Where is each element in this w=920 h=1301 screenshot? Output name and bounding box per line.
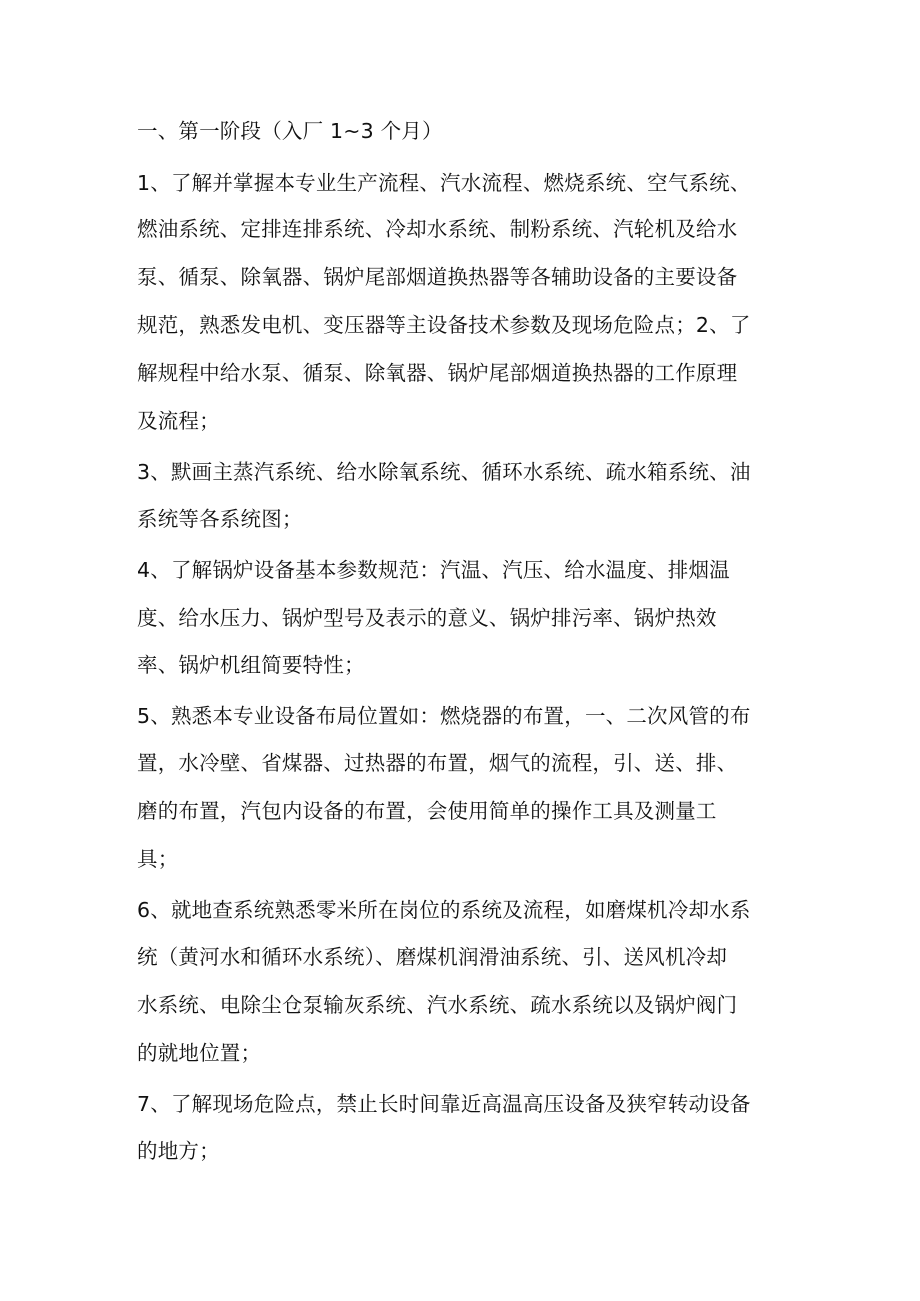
text-line: 的就地位置； (137, 1041, 262, 1065)
text-line: 1、了解并掌握本专业生产流程、汽水流程、燃烧系统、空气系统、 (137, 171, 751, 195)
text-line: 磨的布置，汽包内设备的布置，会使用简单的操作工具及测量工 (137, 799, 717, 823)
section-heading: 一、第一阶段（入厂 1~3 个月） (137, 119, 443, 143)
text-line: 具； (137, 847, 179, 871)
text-line: 解规程中给水泵、循泵、除氧器、锅炉尾部烟道换热器的工作原理 (137, 361, 738, 385)
text-line: 系统等各系统图； (137, 507, 303, 531)
text-line: 7、了解现场危险点，禁止长时间靠近高温高压设备及狭窄转动设备 (137, 1092, 751, 1116)
text-line: 度、给水压力、锅炉型号及表示的意义、锅炉排污率、锅炉热效 (137, 606, 717, 630)
text-line: 规范，熟悉发电机、变压器等主设备技术参数及现场危险点；2、了 (137, 313, 751, 337)
text-line: 5、熟悉本专业设备布局位置如：燃烧器的布置，一、二次风管的布 (137, 704, 751, 728)
text-line: 3、默画主蒸汽系统、给水除氧系统、循环水系统、疏水箱系统、油 (137, 460, 751, 484)
text-line: 燃油系统、定排连排系统、冷却水系统、制粉系统、汽轮机及给水 (137, 217, 738, 241)
text-line: 置，水冷壁、省煤器、过热器的布置，烟气的流程，引、送、排、 (137, 751, 738, 775)
text-line: 泵、循泵、除氧器、锅炉尾部烟道换热器等各辅助设备的主要设备 (137, 265, 738, 289)
text-line: 统（黄河水和循环水系统）、磨煤机润滑油系统、引、送风机冷却 (137, 945, 728, 969)
text-line: 水系统、电除尘仓泵输灰系统、汽水系统、疏水系统以及锅炉阀门 (137, 993, 738, 1017)
text-line: 的地方； (137, 1139, 220, 1163)
text-line: 及流程； (137, 409, 220, 433)
text-line: 4、了解锅炉设备基本参数规范：汽温、汽压、给水温度、排烟温 (137, 558, 730, 582)
text-line: 率、锅炉机组简要特性； (137, 653, 365, 677)
text-line: 6、就地查系统熟悉零米所在岗位的系统及流程，如磨煤机冷却水系 (137, 898, 751, 922)
